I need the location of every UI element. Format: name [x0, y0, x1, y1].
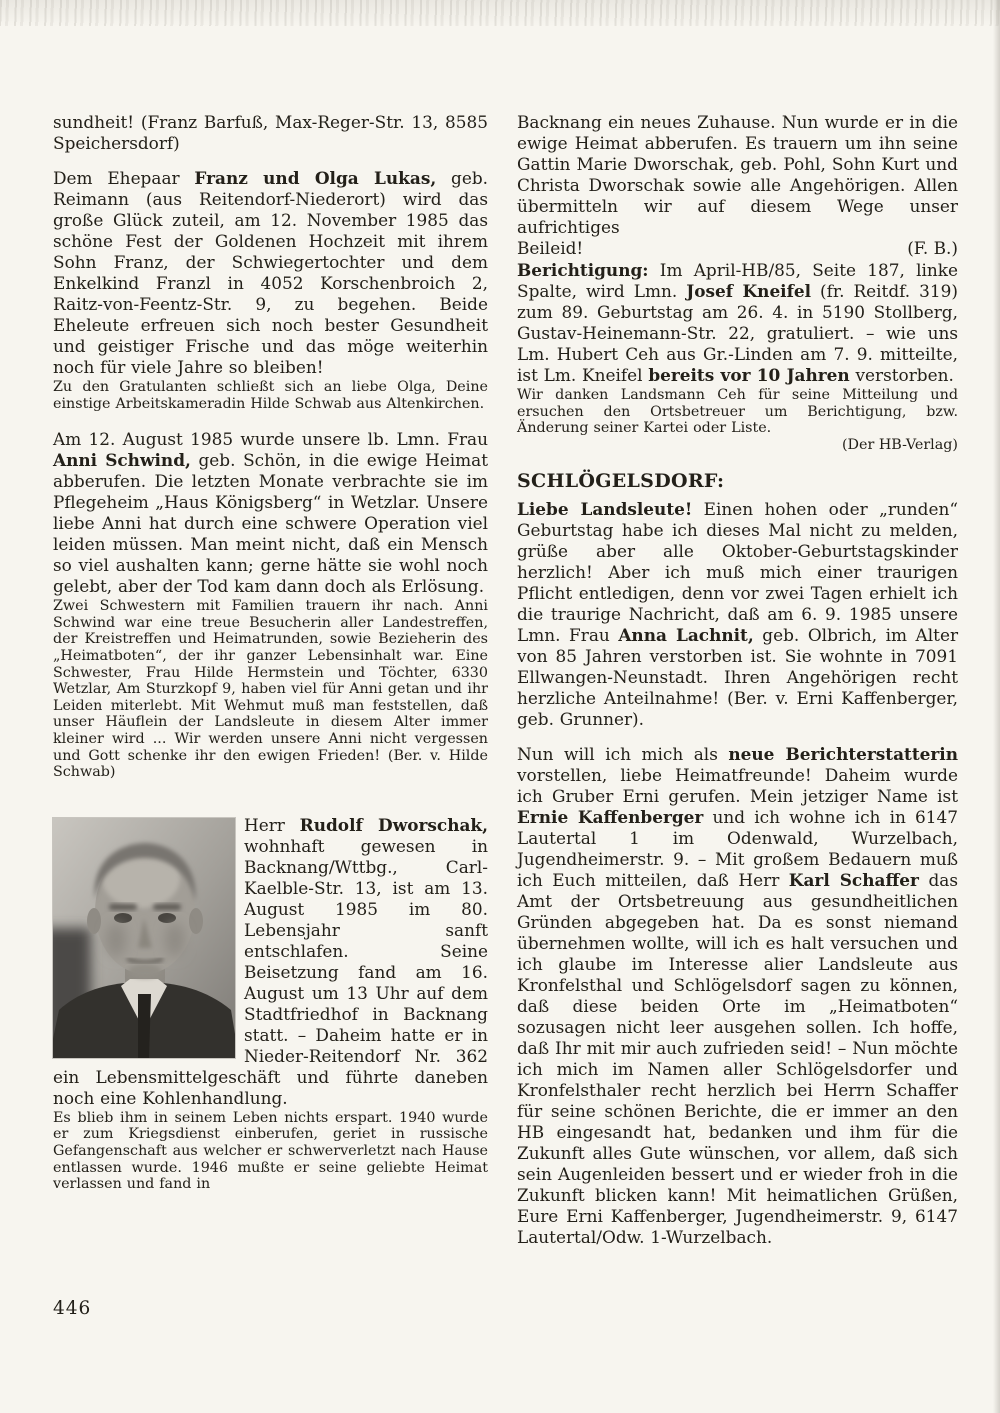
paragraph-berichtigung-kneifel: Berichtigung: Im April-HB/85, Seite 187, linke Spalte, wird Lmn. Josef Kneifel (fr. Reitdf. 319) zum 89. Geburtstag am 26. 4. in 5190 Stollberg, Gustav-Heinemann-Str. 22, gratuliert. – wie uns Lm. Hubert Ceh aus Gr.-Linden am 7. 9. mitteilte, ist Lm. Kneifel bereits vor 10 Jahren verstorben. — [517, 260, 958, 385]
paragraph-neue-berichterstatterin: Nun will ich mich als neue Berichterstatterin vorstellen, liebe Heimatfreunde! Daheim wurde ich Gruber Erni gerufen. Mein jetziger Name ist Ernie Kaffenberger und ich wohne ich in 6147 Lautertal 1 im Odenwald, Wurzelbach, Jugendheimerstr. 9. – Mit großem Bedauern muß ich Euch mitteilen, daß Herr Karl Schaffer das Amt der Ortsbetreuung aus gesundheitlichen Gründen abgegeben hat. Da es sonst niemand übernehmen wollte, will ich es halt versuchen und ich glaube im Interesse alier Landsleute aus Kronfelsthal und Schlögelsdorf sagen zu können, daß diese beiden Orte im „Heimatboten“ sozusagen nicht leer ausgehen sollen. Ich hoffe, daß Ihr mit mir auch zufrieden seid! – Nun möchte ich mich im Namen aller Schlögelsdorfer und Kronfelsthaler recht herzlich bei Herrn Schaffer für seine schönen Berichte, die er immer an den HB eingesandt hat, bedanken und ihm für die Zukunft alles Gute wünschen, vor allem, daß sich sein Augenleiden bessert und er wieder froh in die Zukunft blicken kann! Mit heimatlichen Grüßen, Eure Erni Kaffenberger, Jugendheimerstr. 9, 6147 Lautertal/Odw. 1-Wurzelbach. — [517, 743, 958, 1247]
paragraph-obituary-rudolf-dworschak — [53, 815, 488, 1109]
paragraph-golden-wedding-lukas: Dem Ehepaar Franz und Olga Lukas, geb. Reimann (aus Reitendorf-Niederort) wird das große Glück zuteil, am 12. November 1985 das schöne Fest der Goldenen Hochzeit mit ihrem Sohn Franz, der Schwiegertochter und dem Enkelkind Franzl in 4052 Korschenbroich 2, Raitz-von-Feentz-Str. 9, zu begehen. Beide Eheleute erfreuen sich noch bester Gesundheit und geistiger Frische und das möge weiterhin noch für viele Jahre so bleiben! — [53, 168, 489, 377]
obituary-dworschak-text: Herr Rudolf Dworschak, wohnhaft gewesen in Backnang/Wttbg., Carl-Kaelble-Str. 13, ist am 13. August 1985 im 80. Lebensjahr sanft entschlafen. Seine Beisetzung fand am 16. August um 13 Uhr auf dem Stadtfriedhof in Backnang statt. – Daheim hatte er in Nieder-Reitendorf Nr. 362 ein Lebensmittelgeschäft und führte daneben noch eine Kohlenhandlung. — [53, 814, 488, 1108]
scan-edge-artifact-right — [993, 0, 1000, 1413]
paragraph-dworschak-continuation: Backnang ein neues Zuhause. Nun wurde er in die ewige Heimat abberufen. Es trauern um ihn seine Gattin Marie Dworschak, geb. Pohl, Sohn Kurt und Christa Dworschak sowie alle Angehörigen. Allen übermitteln wir auf diesem Wege unser aufrichtiges — [517, 112, 958, 237]
paragraph-obituary-anni-schwind: Am 12. August 1985 wurde unsere lb. Lmn. Frau Anni Schwind, geb. Schön, in die ewige Heimat abberufen. Die letzten Monate verbrachte sie im Pflegeheim „Haus Königsberg“ in Wetzlar. Unsere liebe Anni hat durch eine schwere Operation viel leiden müssen. Man meint nicht, daß ein Mensch so viel aushalten kann; gerne hätte sie wohl noch gelebt, aber der Tod kam dann doch als Erlösung. — [53, 429, 488, 597]
right-column — [517, 112, 958, 1248]
paragraph-berichtigung-note: Wir danken Landsmann Ceh für seine Mitteilung und ersuchen den Ortsbetreuer um Berichtigung, bzw. Änderung seiner Kartei oder Liste. — [517, 387, 958, 437]
scan-edge-artifact-top — [0, 0, 1000, 26]
portrait-photo — [53, 818, 235, 1058]
paragraph-liebe-landsleute: Liebe Landsleute! Einen hohen oder „runden“ Geburtstag habe ich dieses Mal nicht zu melden, grüße aber alle Oktober-Geburtstagskinder herzlich! Aber ich muß mich einer traurigen Pflicht entledigen, denn vor zwei Tagen erhielt ich die traurige Nachricht, daß am 6. 9. 1985 unsere Lmn. Frau Anna Lachnit, geb. Olbrich, im Alter von 85 Jahren verstorben ist. Sie wohnte in 7091 Ellwangen-Neunstadt. Ihren Angehörigen recht herzliche Anteilnahme! (Ber. v. Erni Kaffenberger, geb. Grunner). — [517, 498, 959, 729]
paragraph-anni-schwind-note: Zwei Schwestern mit Familien trauern ihr nach. Anni Schwind war eine treue Besucherin aller Landestreffen, der Kreistreffen und Heimatrunden, sowie Bezieherin des „Heimatboten“, der ihr ganzer Lebensinhalt war. Eine Schwester, Frau Hilde Hermstein und Töchter, 6330 Wetzlar, Am Sturzkopf 9, haben viel für Anni getan und ihr Leiden miterlebt. Mit Wehmut muß man feststellen, daß unser Häuflein der Landsleute in diesem Alter immer kleiner wird ... Wir werden unsere Anni nicht vergessen und Gott schenke ihr den ewigen Frieden! (Ber. v. Hilde Schwab) — [53, 598, 488, 781]
paragraph-continuation-barfuss: sundheit! (Franz Barfuß, Max-Reger-Str. 13, 8585 Speichersdorf) — [53, 112, 488, 153]
section-heading-schloegelsdorf: SCHLÖGELSDORF: — [517, 469, 725, 492]
page-number: 446 — [53, 1298, 92, 1319]
condolence-sign-line — [517, 238, 958, 259]
portrait-photo-graphic — [53, 818, 235, 1058]
hb-verlag-signoff: (Der HB-Verlag) — [841, 436, 958, 453]
left-column — [53, 112, 488, 1193]
paragraph-dworschak-life-note: Es blieb ihm in seinem Leben nichts erspart. 1940 wurde er zum Kriegsdienst einberufen, geriet in russische Gefangenschaft aus welcher er schwerverletzt nach Hause entlassen wurde. 1946 mußte er seine geliebte Heimat verlassen und fand in — [53, 1109, 488, 1193]
author-initials: (F. B.) — [907, 238, 958, 258]
condolence-last-word: Beileid! — [517, 238, 584, 258]
paragraph-gratulation-note: Zu den Gratulanten schließt sich an liebe Olga, Deine einstige Arbeitskameradin Hilde Schwab aus Altenkirchen. — [53, 379, 488, 412]
